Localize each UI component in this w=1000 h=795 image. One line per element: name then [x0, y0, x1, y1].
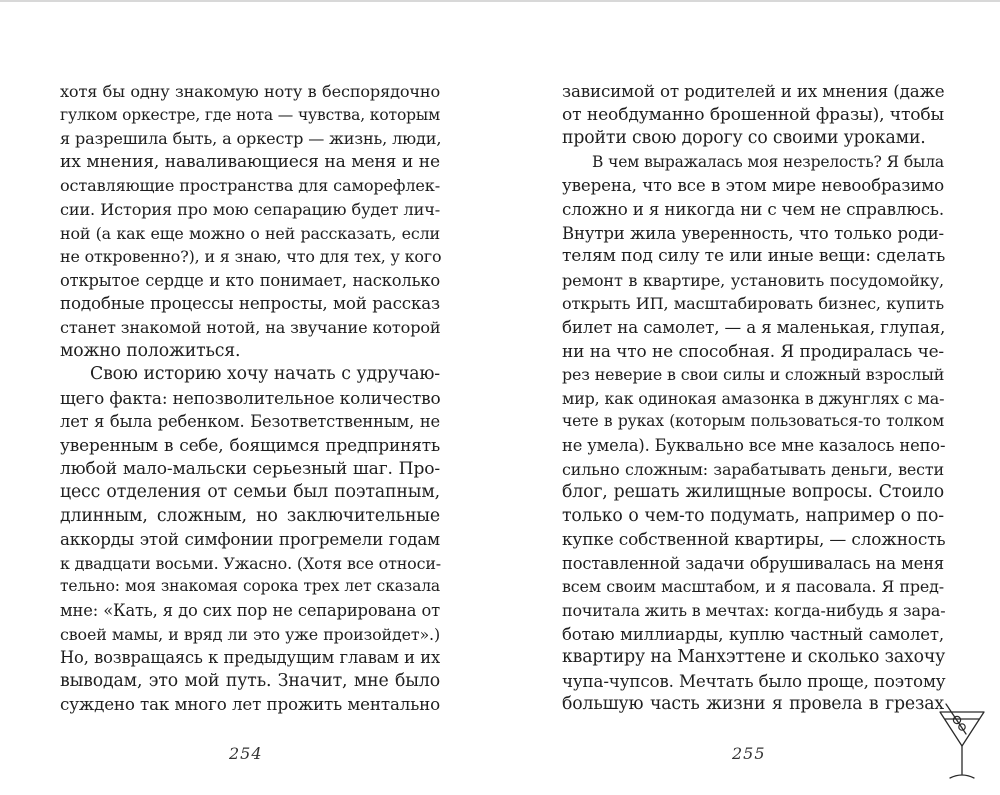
text-line: телям под силу те или иные вещи: сделать [562, 246, 946, 267]
text-line: сложно и я никогда ни с чем не справлюсь. [562, 198, 944, 219]
text-line: тельно: моя знакомая сорока трех лет сказала [60, 577, 440, 596]
page-number-right: 255 [732, 744, 766, 763]
text-line: всем своим масштабом, и я пасовала. Я пред- [562, 577, 944, 597]
text-line: своей мамы, и вряд ли это уже произойдет».) [60, 624, 440, 644]
text-line: можно положиться. [60, 340, 241, 361]
text-line: любой мало-мальски серьезный шаг. Про- [60, 458, 440, 479]
text-line: чете в руках (которым пользоваться-то толком [562, 412, 944, 431]
text-line: хотя бы одну знакомую ноту в беспорядочно [60, 82, 440, 101]
text-line: ни на что не способная. Я продиралась че- [562, 340, 944, 361]
text-line: ботаю миллиарды, куплю частный самолет, [562, 624, 944, 644]
text-line: только о чем-то подумать, например о по- [562, 505, 944, 526]
text-line: почитала жить в мечтах: когда-нибудь я зара- [562, 601, 946, 621]
text-line: подобные процессы непросты, мой рассказ [60, 293, 440, 314]
paragraph-start-line: Свою историю хочу начать с удручаю- [90, 364, 440, 385]
text-line: станет знакомой нотой, на звучание которой [60, 317, 441, 337]
text-line: гулком оркестре, где нота — чувства, которым [60, 105, 440, 124]
right-page-text [562, 80, 944, 717]
text-line: от необдуманно брошенной фразы), чтобы [562, 104, 944, 125]
text-line: большую часть жизни я провела в грезах [562, 694, 944, 715]
text-line: суждено так много лет прожить ментально [60, 694, 440, 715]
text-line: Внутри жила уверенность, что только роди- [562, 223, 944, 243]
text-line: цесс отделения от семьи был поэтапным, [60, 482, 440, 503]
text-line: открытое сердце и кто понимает, насколько [60, 270, 440, 290]
text-line: открыть ИП, масштабировать бизнес, купить [562, 294, 944, 314]
text-line: к двадцати восьми. Ужасно. (Хотя все относи- [60, 553, 441, 573]
text-line: аккорды этой симфонии прогремели годам [60, 529, 440, 550]
text-line: поставленной задачи обрушивалась на меня [562, 553, 944, 573]
text-line: Но, возвращаясь к предыдущим главам и их [60, 648, 440, 668]
text-line: щего факта: непозволительное количество [60, 387, 441, 408]
text-line: сильно сложным: зарабатывать деньги, вести [562, 459, 944, 479]
text-line: рез неверие в свои силы и сложный взрослый [562, 365, 945, 385]
text-line: я разрешила быть, а оркестр — жизнь, люди, [60, 129, 442, 149]
text-line: мир, как одинокая амазонка в джунглях с ма- [562, 388, 945, 408]
page-number-left: 254 [229, 744, 263, 763]
text-line: пройти свою дорогу со своими уроками. [562, 128, 926, 149]
text-line: уверена, что все в этом мире невообразимо [562, 175, 944, 196]
martini-glass-icon [936, 702, 988, 782]
text-line: выводам, это мой путь. Значит, мне было [60, 670, 440, 691]
text-line: ремонт в квартире, установить посудомойку, [562, 270, 944, 290]
text-line: оставляющие пространства для саморефлек- [60, 176, 440, 196]
text-line: билет на самолет, — а я маленькая, глупая, [562, 316, 946, 337]
top-border [0, 0, 1000, 2]
text-line: купке собственной квартиры, — сложность [562, 529, 946, 550]
text-line: ной (а как еще можно о ней рассказать, если [60, 223, 440, 243]
text-line: длинным, сложным, но заключительные [60, 505, 440, 526]
left-page-text [60, 80, 440, 717]
text-line: зависимой от родителей и их мнения (даже [562, 81, 945, 101]
text-line: сии. История про мою сепарацию будет лич- [60, 199, 440, 219]
text-line: квартиру на Манхэттене и сколько захочу [562, 647, 946, 668]
paragraph-start-line: В чем выражалась моя незрелость? Я была [592, 152, 944, 171]
text-line: уверенным в себе, боящимся предпринять [60, 434, 440, 455]
text-line: чупа-чупсов. Мечтать было проще, поэтому [562, 670, 946, 691]
text-line: блог, решать жилищные вопросы. Стоило [562, 482, 944, 503]
text-line: не умела). Буквально все мне казалось непо- [562, 435, 946, 455]
text-line: мне: «Кать, я до сих пор не сепарирована от [60, 601, 440, 621]
text-line: лет я была ребенком. Безответственным, не [60, 412, 440, 432]
text-line: не откровенно?), и я знаю, что для тех, у кого [60, 247, 442, 267]
text-line: их мнения, наваливающиеся на меня и не [60, 151, 440, 172]
